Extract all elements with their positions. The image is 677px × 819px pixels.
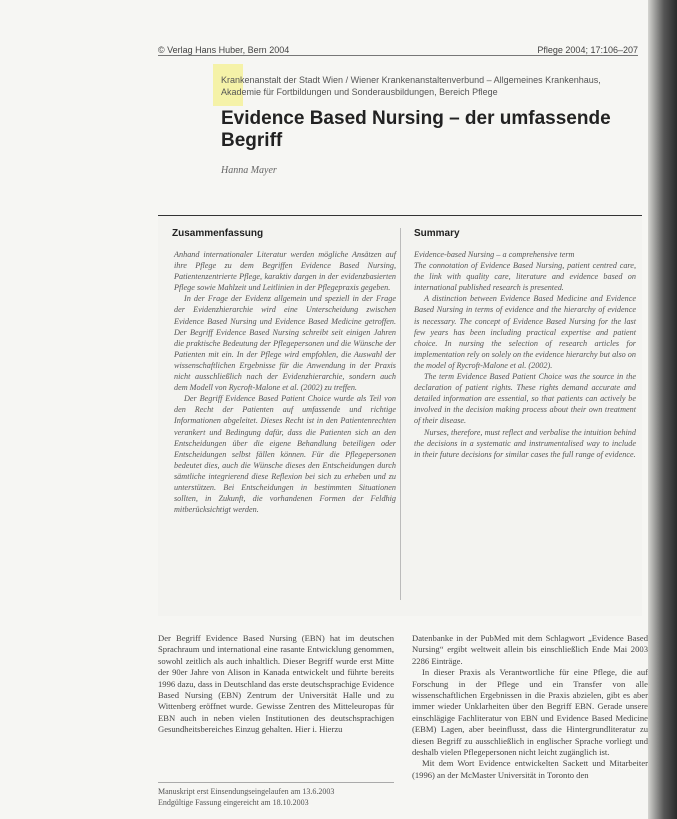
abstract-text-de	[174, 249, 396, 515]
running-header-left: © Verlag Hans Huber, Bern 2004	[158, 45, 290, 55]
article-title: Evidence Based Nursing – der umfassende Begriff	[221, 108, 611, 151]
abstract-paragraph: In der Frage der Evidenz allgemein und speziell in der Frage der Evidenzhierarchie wird eine Unterscheidung zwischen Evidence Based Nursing und Evidence Based Medicine getroffen. Der Begriff Evidence Based Nursing schreibt seit einigen Jahren die praktische Bedeutung der Pflegepersonen und die Wünsche der Patienten mit ein. In der Pflege wird empfohlen, die Auswahl der wissenschaftlichen Ergebnisse für die Anwendung in der Praxis nicht ausschließlich nach der Evidenzhierarchie, sondern auch dem Modell von Rycroft-Malone et al. (2002) zu treffen.	[174, 294, 396, 393]
received-line: Manuskript erst Einsendungseingelaufen am 13.6.2003	[158, 787, 335, 796]
header-rule	[158, 55, 638, 56]
abstract-paragraph: A distinction between Evidence Based Medicine and Evidence Based Nursing in terms of evidence and the hierarchy of evidence is necessary. The concept of Evidence Based Nursing for the last few years has been including practical expertise and patient choice. In nursing the selection of research articles for implementation rely on solely on the evidence hierarchy but also on the model of Rycroft-Malone et al. (2002).	[414, 294, 636, 370]
abstract-paragraph: Evidence-based Nursing – a comprehensive term	[414, 250, 575, 259]
abstract-paragraph: Anhand internationaler Literatur werden mögliche Ansätzen auf ihre Pflege zu dem Begriffen Evidence Based Nursing, Patientenzentrierte Pflege, karaktiv dargen in der evidenzbasierten Pflege sowie Mahlzeit und Leitlinien in der Pflegepraxis gegeben.	[174, 250, 396, 293]
body-paragraph: Der Begriff Evidence Based Nursing (EBN) hat im deutschen Sprachraum und international eine rasante Entwicklung genommen, sowohl zeitlich als auch inhaltlich. Dieser Begriff wurde erst Mitte der 90er Jahre von Alison in Kanada entwickelt und führte bereits 1996 dazu, dass in Deutschland das erste deutschsprachige Evidence Based Nursing (EBN) Zentrum der Universität Halle und zu Wittenberg eröffnet wurde. Gewisse Zentren des Mitteleuropas für EBN auch in neben vielen Institutionen des deutschsprachigen Gesundheitsbereiches Einzug gehalten. Hier i. Hierzu	[158, 633, 395, 735]
abstract-paragraph: The connotation of Evidence Based Nursing, patient centred care, the link with quality care, literature and evidence based on international published research is presented.	[414, 261, 636, 293]
body-column-right	[412, 633, 648, 781]
abstract-paragraph: Nurses, therefore, must reflect and verbalise the intuition behind the decisions in a systematic and instrumentalised way to include in their future decisions for similar cases the full range of evidence.	[414, 427, 636, 459]
running-header	[158, 45, 638, 59]
book-gutter-shadow	[648, 0, 677, 819]
abstract-heading-en: Summary	[414, 228, 460, 239]
body-paragraph: Mit dem Wort Evidence entwickelten Sackett und Mitarbeiter (1996) an der McMaster Universität in Toronto den	[412, 758, 648, 780]
manuscript-dates	[158, 782, 394, 808]
abstract-divider	[400, 228, 401, 600]
abstract-text-en	[414, 249, 636, 460]
body-paragraph: In dieser Praxis als Verantwortliche für eine Pflege, die auf Forschung in der Pflege und ein Transfer von alle wissenschaftlichen Ergebnissen in die Praxis abzielen, gibt es aber immer wieder Unklarheiten über den Begriff EBN. Gerade unsere einschlägige Fachliteratur von EBN und Evidence Based Medicine (EBM) Lagen, aber beeinflusst, dass die Hintergrundliteratur zu diesen Begriff zu ausschließlich in englischer Sprache vorliegt und deshalb vielen Pflegepersonen nicht leicht zugänglich ist.	[412, 667, 648, 758]
affiliation-line: Akademie für Fortbildungen und Sonderausbildungen, Bereich Pflege	[221, 87, 498, 97]
body-column-left	[158, 633, 394, 736]
running-header-right: Pflege 2004; 17:106–207	[537, 45, 638, 55]
abstract-heading-de: Zusammenfassung	[172, 228, 264, 239]
received-line: Endgültige Fassung eingereicht am 18.10.2003	[158, 798, 309, 807]
abstract-paragraph: Der Begriff Evidence Based Patient Choice wurde als Teil von den Recht der Patienten auf umfassende und richtige Informationen abgeleitet. Dieses Recht ist in den Patientenrechten verankert und Bedingung dafür, dass die Patienten sich an den Entscheidungen über die eigene Behandlung beteiligen oder Entscheidungen selbst fällen können. Für die Pflegepersonen bedeutet dies, auch die Wünsche dieses den Entscheidungen durch sämtliche integrierend diese Reflexion bei sich zu erheben und zu unterstützen. Bei Entscheidungen in bestimmten Situationen sollten, in Zukunft, die vorhandenen Formen der Feldhig mitberücksichtigt werden.	[174, 394, 396, 515]
abstract-box	[158, 215, 642, 616]
abstract-paragraph: The term Evidence Based Patient Choice was the source in the declaration of patient rights. These rights demand accurate and detailed information are essential, so that patients can actively be involved in the decision making process about their own treatment of their disease.	[414, 372, 636, 426]
author-affiliation	[221, 74, 641, 98]
affiliation-line: Krankenanstalt der Stadt Wien / Wiener Krankenanstaltenverbund – Allgemeines Krankenhaus,	[221, 75, 601, 85]
article-author: Hanna Mayer	[221, 165, 277, 176]
body-paragraph: Datenbanke in der PubMed mit dem Schlagwort „Evidence Based Nursing“ ergibt weltweit allein bis einschließlich Ende Mai 2003 2286 Einträge.	[412, 633, 648, 666]
